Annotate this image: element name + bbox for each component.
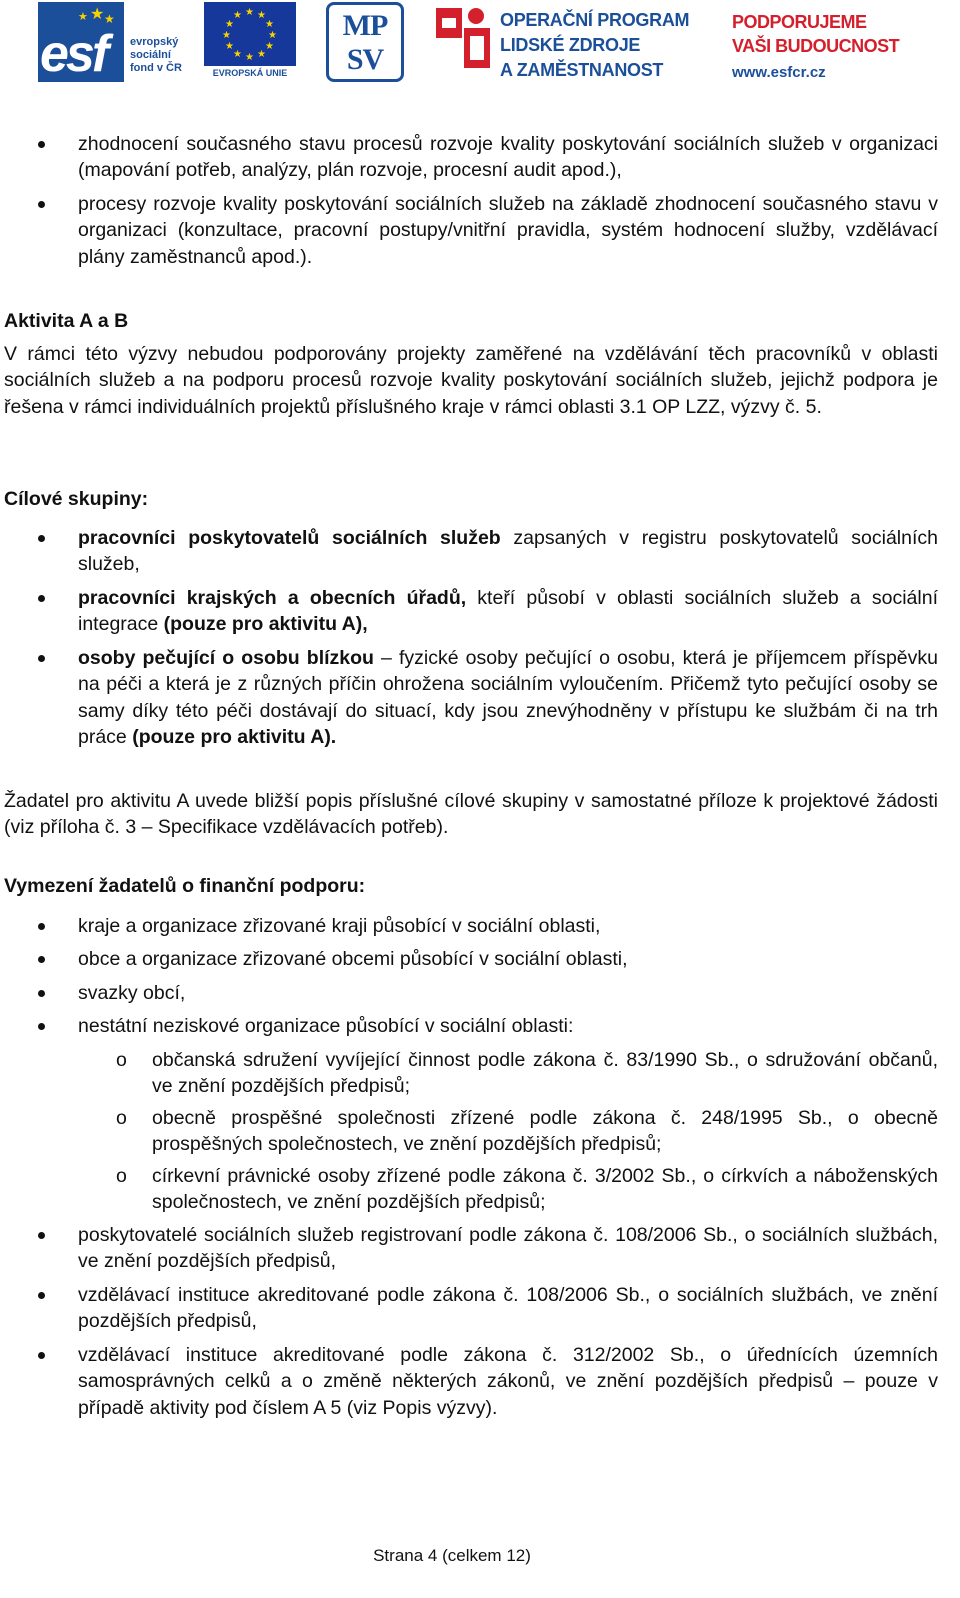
esf-logo	[38, 2, 196, 82]
esf-logo-text	[130, 36, 182, 75]
bullet-icon	[38, 141, 45, 148]
applicant-item	[78, 1222, 938, 1275]
esf-text-line-3: fond v ČR	[130, 62, 182, 74]
mpsv-logo-frame	[326, 2, 404, 82]
target-group-restriction: (pouze pro aktivitu A),	[163, 613, 368, 636]
eu-logo	[204, 2, 296, 82]
applicant-sub-item-text: obecně prospěšné společnosti zřízené podle zákona č. 248/1995 Sb., o obecně prospěšných společnostech, ve znění pozdějších předpisů;	[152, 1107, 938, 1156]
bullet-icon	[38, 1023, 45, 1030]
bullet-icon	[38, 956, 45, 963]
target-groups-heading: Cílové skupiny:	[4, 488, 149, 510]
esf-logo-mark: ★ ★ ★ esf	[38, 2, 124, 82]
intro-bullet	[78, 191, 938, 270]
applicant-item-text: poskytovatelé sociálních služeb registrovaní podle zákona č. 108/2006 Sb., o sociálních službách, ve znění pozdějších předpisů,	[78, 1224, 938, 1273]
intro-bullet-text: zhodnocení současného stavu procesů rozvoje kvality poskytování sociálních služeb v organizaci (mapování potřeb, analýzy, plán rozvoje, procesní audit apod.),	[78, 133, 938, 182]
activity-paragraph: V rámci této výzvy nebudou podporovány projekty zaměřené na vzdělávání těch pracovníků v oblasti sociálních služeb a na podporu procesů rozvoje kvality poskytování sociálních služeb, jejichž podpora je řešena v rámci individuálních projektů příslušného kraje v rámci oblasti 3.1 OP LZZ, výzvy č. 5.	[4, 343, 938, 418]
applicant-item-text: vzdělávací instituce akreditované podle zákona č. 108/2006 Sb., o sociálních službách, ve znění pozdějších předpisů,	[78, 1284, 938, 1333]
bullet-icon	[38, 535, 45, 542]
op-lzz-icon	[432, 2, 494, 82]
intro-bullet	[78, 131, 938, 184]
esf-text-line-2: sociální	[130, 49, 171, 61]
bullet-icon	[38, 1232, 45, 1239]
target-group-text: zapsaných v registru poskytovatelů sociálních služeb,	[78, 527, 938, 576]
target-group-item	[78, 585, 938, 638]
bullet-icon	[38, 990, 45, 997]
applicant-item	[78, 946, 938, 972]
page-header	[0, 0, 960, 96]
op-line-1: OPERAČNÍ PROGRAM	[500, 10, 690, 30]
applicant-item-text: nestátní neziskové organizace působící v sociální oblasti:	[78, 1015, 574, 1037]
sub-bullet-icon: o	[116, 1049, 127, 1071]
slogan-logo	[732, 2, 932, 82]
target-group-text: – fyzické osoby pečující o osobu, která je příjemcem příspěvku na péči a která je z různých příčin ohrožena sociálním vyloučením. Přičemž tyto pečující osoby se samy díky této péči dostávají do situací, kdy jsou znevýhodněny v přístupu ke službám či na trh práce	[78, 647, 938, 748]
mpsv-top: MP	[342, 9, 388, 42]
op-line-3: A ZAMĚSTNANOST	[500, 60, 664, 80]
bullet-icon	[38, 1292, 45, 1299]
eu-flag-icon: ★ ★ ★ ★ ★ ★ ★ ★ ★ ★ ★ ★	[204, 2, 296, 66]
slogan-text	[732, 10, 899, 58]
op-line-2: LIDSKÉ ZDROJE	[500, 35, 641, 55]
slogan-line-2: VAŠI BUDOUCNOST	[732, 36, 900, 56]
eu-logo-caption: EVROPSKÁ UNIE	[212, 68, 288, 78]
applicants-heading: Vymezení žadatelů o finanční podporu:	[4, 875, 366, 897]
applicant-item-text: kraje a organizace zřizované kraji působící v sociální oblasti,	[78, 915, 601, 937]
applicant-sub-item	[116, 1163, 938, 1216]
applicant-item	[78, 1013, 938, 1039]
applicant-sub-item-text: církevní právnické osoby zřízené podle zákona č. 3/2002 Sb., o církvích a náboženských společnostech, ve znění pozdějších předpisů;	[152, 1165, 938, 1214]
applicant-sub-item	[116, 1105, 938, 1158]
target-group-text: kteří působí v oblasti sociálních služeb a sociální integrace	[78, 587, 938, 636]
esf-letters: esf	[40, 25, 107, 82]
applicant-sub-item-text: občanská sdružení vyvíjející činnost podle zákona č. 83/1990 Sb., o sdružování občanů, ve znění pozdějších předpisů;	[152, 1049, 938, 1098]
sub-bullet-icon: o	[116, 1165, 127, 1187]
target-group-bold: pracovníci poskytovatelů sociálních služeb	[78, 527, 501, 549]
bullet-icon	[38, 655, 45, 662]
applicant-note: Žadatel pro aktivitu A uvede bližší popis příslušné cílové skupiny v samostatné příloze k projektové žádosti (viz příloha č. 3 – Specifikace vzdělávacích potřeb).	[4, 790, 938, 839]
activity-heading: Aktivita A a B	[4, 310, 129, 332]
applicant-item	[78, 1282, 938, 1335]
esf-text-line-1: evropský	[130, 36, 179, 48]
slogan-url: www.esfcr.cz	[732, 64, 826, 81]
applicant-item-text: vzdělávací instituce akreditované podle zákona č. 312/2002 Sb., o úřednících územních samosprávných celků a o změně některých zákonů, ve znění pozdějších předpisů – pouze v případě aktivity pod číslem A 5 (viz Popis výzvy).	[78, 1344, 938, 1419]
applicant-sub-item	[116, 1047, 938, 1100]
applicant-item-text: svazky obcí,	[78, 982, 186, 1004]
applicant-item	[78, 1342, 938, 1421]
bullet-icon	[38, 923, 45, 930]
slogan-line-1: PODPORUJEME	[732, 12, 867, 32]
sub-bullet-icon: o	[116, 1107, 127, 1129]
op-lzz-logo	[432, 2, 722, 82]
target-group-bold: pracovníci krajských a obecních úřadů,	[78, 587, 467, 609]
bullet-icon	[38, 1352, 45, 1359]
op-lzz-text	[500, 8, 689, 83]
applicant-item	[78, 913, 938, 939]
applicant-item-text: obce a organizace zřizované obcemi působící v sociální oblasti,	[78, 948, 628, 970]
bullet-icon	[38, 201, 45, 208]
target-group-bold: osoby pečující o osobu blízkou	[78, 647, 374, 669]
target-group-item	[78, 645, 938, 750]
target-group-restriction: (pouze pro aktivitu A).	[132, 725, 337, 748]
mpsv-logo	[326, 2, 404, 82]
mpsv-bottom: SV	[346, 43, 384, 76]
bullet-icon	[38, 595, 45, 602]
intro-bullet-text: procesy rozvoje kvality poskytování sociálních služeb na základě zhodnocení současného stavu v organizaci (konzultace, pracovní postupy/vnitřní pravidla, systém hodnocení služby, vzdělávací plány zaměstnanců apod.).	[78, 193, 938, 268]
applicant-item	[78, 980, 938, 1006]
target-group-item	[78, 525, 938, 578]
page-number: Strana 4 (celkem 12)	[373, 1546, 531, 1565]
